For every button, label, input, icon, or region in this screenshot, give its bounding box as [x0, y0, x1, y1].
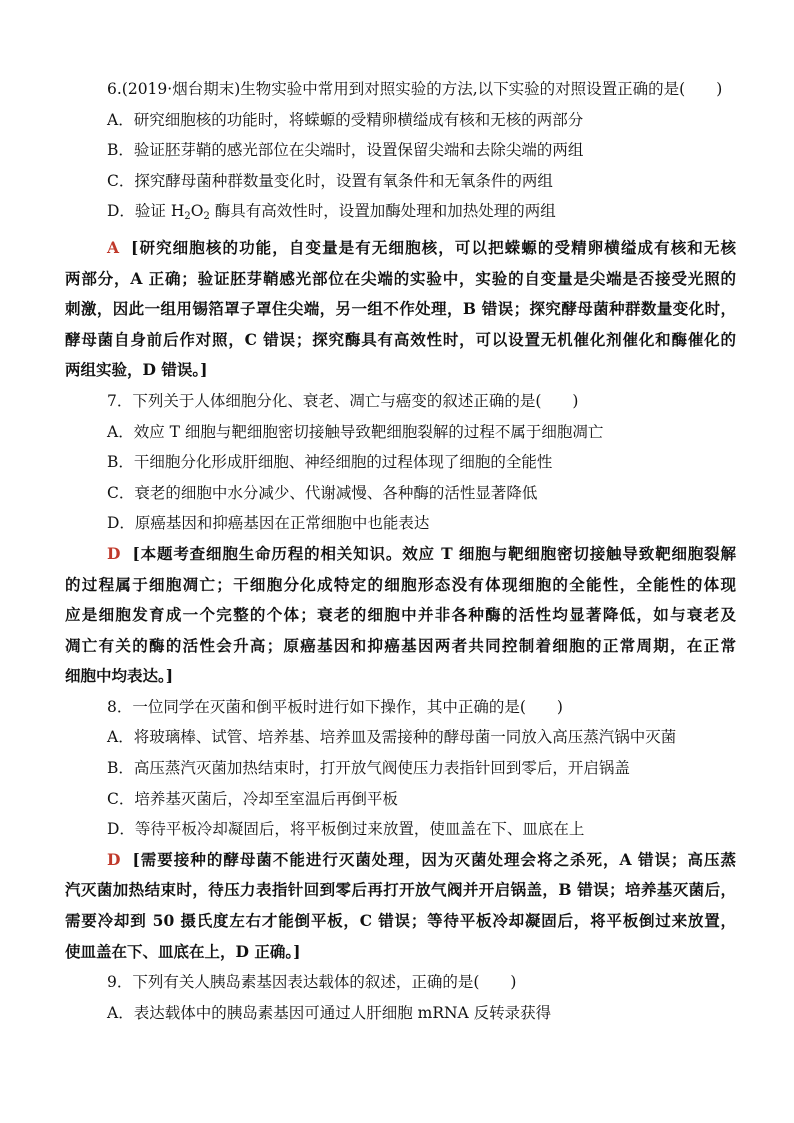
question-6-stem: 6.(2019·烟台期末)生物实验中常用到对照实验的方法,以下实验的对照设置正确的是( )	[107, 80, 723, 98]
question-9-option-a: A．表达载体中的胰岛素基因可通过人肝细胞 mRNA 反转录获得	[107, 1003, 552, 1022]
question-8-stem: 8．一位同学在灭菌和倒平板时进行如下操作，其中正确的是( )	[107, 697, 563, 716]
question-8-option-d: D．等待平板冷却凝固后，将平板倒过来放置，使皿盖在下、皿底在上	[107, 820, 585, 839]
question-6-answer-line	[107, 233, 736, 264]
option-d-text-3: 酶具有高效性时，设置加酶处理和加热处理的两组	[209, 202, 556, 221]
answer-text: [研究细胞核的功能，自变量是有无细胞核，可以把蝾螈的受精卵横缢成有核和无核	[131, 237, 736, 257]
question-8-option-c: C．培养基灭菌后，冷却至室温后再倒平板	[107, 789, 398, 808]
answer-letter: A	[107, 237, 120, 257]
question-7-option-d: D．原癌基因和抑癌基因在正常细胞中也能表达	[107, 514, 430, 533]
question-6-answer-line: 两组实验，D 错误。]	[65, 360, 208, 380]
question-9-stem: 9．下列有关人胰岛素基因表达载体的叙述，正确的是( )	[107, 973, 517, 992]
question-8-option-b: B．高压蒸汽灭菌加热结束时，打开放气阀使压力表指针回到零后，开启锅盖	[107, 759, 630, 778]
question-7-option-a: A．效应 T 细胞与靶细胞密切接触导致靶细胞裂解的过程不属于细胞凋亡	[107, 422, 604, 441]
question-8-answer-line: 汽灭菌加热结束时，待压力表指针回到零后再打开放气阀并开启锅盖，B 错误；培养基灭菌后，	[65, 880, 736, 900]
question-6-answer-line: 刺激，因此一组用锡箔罩子罩住尖端，另一组不作处理，B 错误；探究酵母菌种群数量变化时，	[65, 299, 736, 319]
question-6-option-d	[107, 196, 736, 233]
question-7-option-c: C．衰老的细胞中水分减少、代谢减慢、各种酶的活性显著降低	[107, 483, 538, 502]
question-7-answer-line	[107, 539, 736, 570]
question-8-answer-line: 使皿盖在下、皿底在上，D 正确。]	[65, 941, 301, 961]
subscript-2: 2	[203, 211, 210, 223]
answer-text: [需要接种的酵母菌不能进行灭菌处理，因为灭菌处理会将之杀死，A 错误；高压蒸	[132, 849, 736, 869]
question-7-answer-line: 的过程属于细胞凋亡；干细胞分化成特定的细胞形态没有体现细胞的全能性，全能性的体现	[65, 574, 736, 594]
question-6-option-b: B．验证胚芽鞘的感光部位在尖端时，设置保留尖端和去除尖端的两组	[107, 141, 584, 160]
answer-letter: D	[107, 849, 121, 869]
question-7-answer-line: 凋亡有关的酶的活性会升高；原癌基因和抑癌基因两者共同控制着细胞的正常周期，在正常	[65, 635, 736, 655]
question-7-answer-line: 应是细胞发育成一个完整的个体；衰老的细胞中并非各种酶的活性均显著降低，如与衰老及	[65, 605, 736, 625]
question-6-answer-line: 两部分，A 正确；验证胚芽鞘感光部位在尖端的实验中，实验的自变量是尖端是否接受光照的	[65, 268, 736, 288]
question-6-answer-line: 酵母菌自身前后作对照，C 错误；探究酶具有高效性时，可以设置无机催化剂催化和酶催化的	[65, 329, 736, 349]
question-6-option-c: C．探究酵母菌种群数量变化时，设置有氧条件和无氧条件的两组	[107, 171, 553, 190]
question-6-option-a: A．研究细胞核的功能时，将蝾螈的受精卵横缢成有核和无核的两部分	[107, 110, 584, 129]
option-d-text-2: O	[190, 202, 204, 221]
question-8-answer-line: 需要冷却到 50 摄氏度左右才能倒平板，C 错误；等待平板冷却凝固后，将平板倒过来放置，	[65, 911, 736, 931]
answer-text: [本题考查细胞生命历程的相关知识。效应 T 细胞与靶细胞密切接触导致靶细胞裂解	[132, 543, 736, 563]
question-8-option-a: A．将玻璃棒、试管、培养基、培养皿及需接种的酵母菌一同放入高压蒸汽锅中灭菌	[107, 728, 677, 747]
subscript-2: 2	[184, 211, 191, 223]
question-7-option-b: B．干细胞分化形成肝细胞、神经细胞的过程体现了细胞的全能性	[107, 453, 553, 472]
question-7-answer-line: 细胞中均表达。]	[65, 666, 174, 686]
option-d-text-1: D．验证 H	[107, 202, 185, 221]
question-7-stem: 7．下列关于人体细胞分化、衰老、凋亡与癌变的叙述正确的是( )	[107, 391, 579, 410]
question-8-answer-line	[107, 845, 736, 876]
answer-letter: D	[107, 543, 121, 563]
